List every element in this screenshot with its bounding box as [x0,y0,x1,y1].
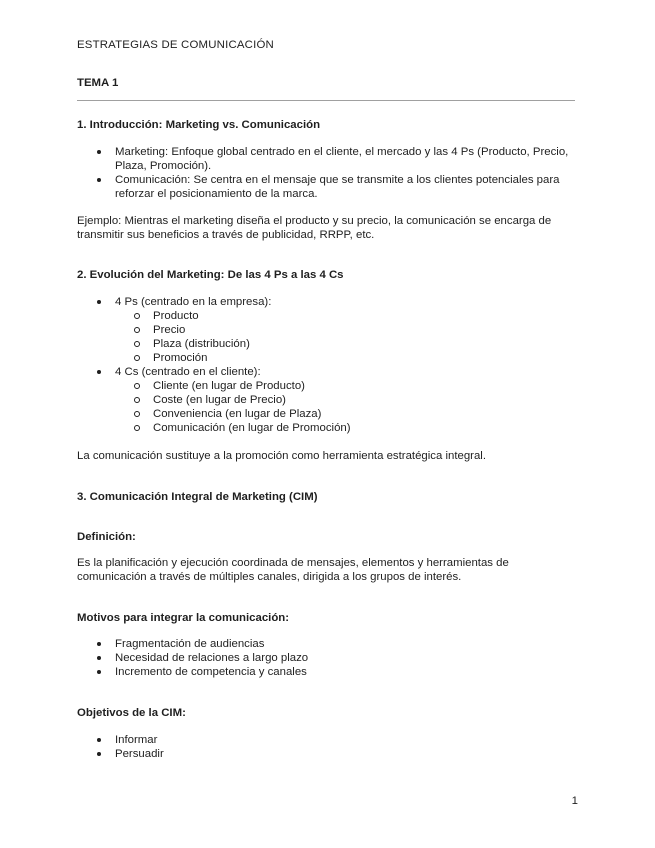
document-title: ESTRATEGIAS DE COMUNICACIÓN [77,39,274,51]
definition-heading: Definición: [77,531,136,543]
sublist-item [115,337,577,351]
list-item [77,733,577,747]
group-label-ps: 4 Ps (centrado en la empresa): [115,296,272,308]
sublist-item-text: Producto [153,310,199,322]
motives-heading: Motivos para integrar la comunicación: [77,612,290,624]
section1-bullet-list [77,145,577,201]
section2-conclusion: La comunicación sustituye a la promoción como herramienta estratégica integral. [77,450,487,462]
list-item [77,747,577,761]
sublist-item-text: Cliente (en lugar de Producto) [153,380,305,392]
objectives-heading: Objetivos de la CIM: [77,707,186,719]
list-item [77,637,577,651]
list-item-text: Fragmentación de audiencias [115,638,265,650]
ps-sublist [115,309,577,365]
section3-heading: 3. Comunicación Integral de Marketing (CIM) [77,491,318,503]
tema-label: TEMA 1 [77,77,119,89]
sublist-item-text: Plaza (distribución) [153,338,250,350]
sublist-item-text: Comunicación (en lugar de Promoción) [153,422,351,434]
list-item-text: Necesidad de relaciones a largo plazo [115,652,309,664]
section2-heading: 2. Evolución del Marketing: De las 4 Ps a las 4 Cs [77,269,344,281]
sublist-item [115,351,577,365]
section1-heading: 1. Introducción: Marketing vs. Comunicación [77,119,321,131]
list-item [77,651,577,665]
list-item [77,173,577,201]
sublist-item [115,379,577,393]
sublist-item [115,421,577,435]
sublist-item [115,323,577,337]
list-item [77,365,577,435]
sublist-item-text: Precio [153,324,186,336]
cs-sublist [115,379,577,435]
list-item-text: Comunicación: Se centra en el mensaje que se transmite a los clientes potenciales para reforzar el posicionamiento de la marca. [115,174,560,200]
sublist-item-text: Promoción [153,352,208,364]
sublist-item [115,393,577,407]
list-item-text: Persuadir [115,748,164,760]
sublist-item-text: Conveniencia (en lugar de Plaza) [153,408,322,420]
section1-example: Ejemplo: Mientras el marketing diseña el producto y su precio, la comunicación se encarga de transmitir sus beneficios a través de publicidad, RRPP, etc. [77,215,552,241]
horizontal-divider [77,100,575,101]
list-item [77,145,577,173]
list-item-text: Incremento de competencia y canales [115,666,307,678]
list-item-text: Marketing: Enfoque global centrado en el cliente, el mercado y las 4 Ps (Producto, Precio, Plaza, Promoción). [115,146,569,172]
definition-text: Es la planificación y ejecución coordinada de mensajes, elementos y herramientas de comunicación a través de múltiples canales, dirigida a los grupos de interés. [77,557,509,583]
group-label-cs: 4 Cs (centrado en el cliente): [115,366,261,378]
section2-group-list [77,295,577,435]
sublist-item-text: Coste (en lugar de Precio) [153,394,286,406]
motives-list [77,637,577,679]
list-item-text: Informar [115,734,158,746]
sublist-item [115,309,577,323]
list-item [77,665,577,679]
page-number: 1 [571,795,578,807]
list-item [77,295,577,365]
sublist-item [115,407,577,421]
objectives-list [77,733,577,761]
